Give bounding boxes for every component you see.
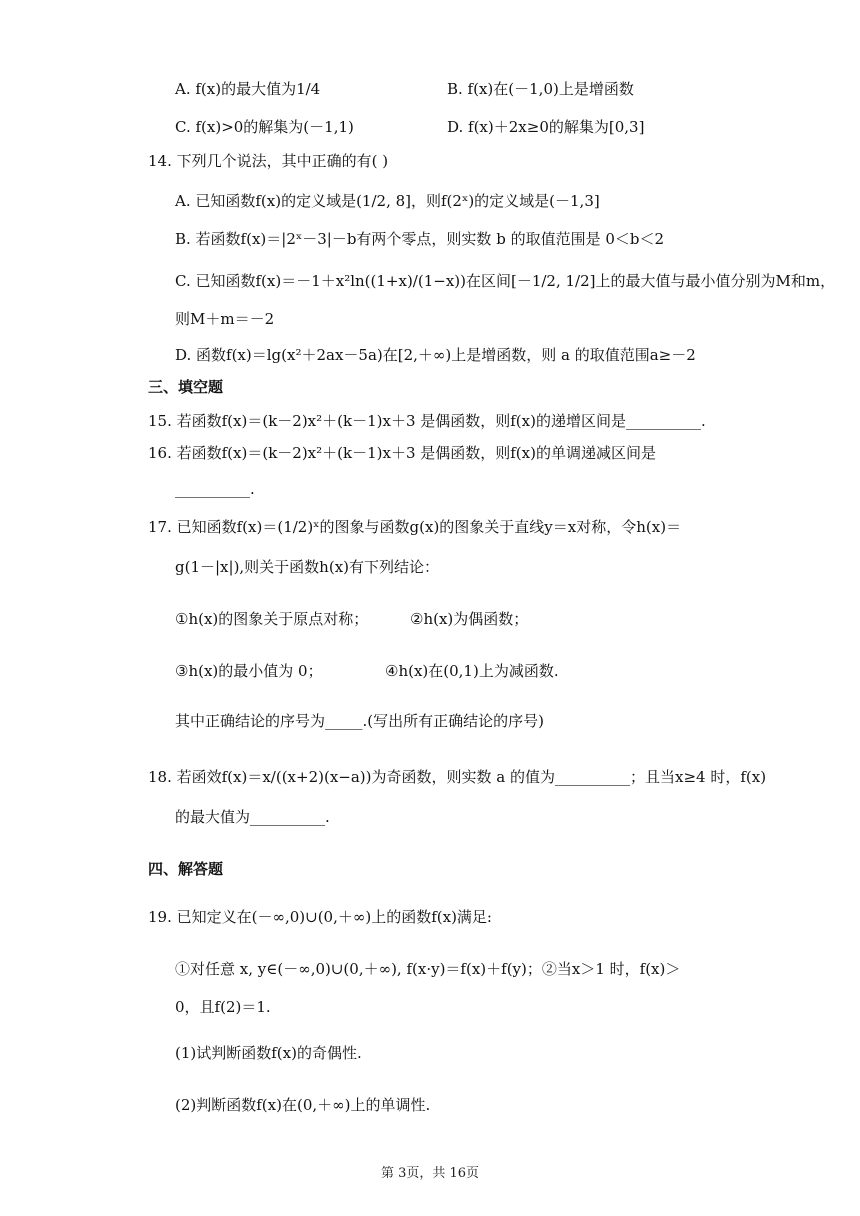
q17-conclusion-4: ④h(x)在(0,1)上为减函数. (385, 662, 559, 680)
q13-option-a: A. f(x)的最大值为1/4 (175, 80, 321, 98)
q19-part-1: (1)试判断函数f(x)的奇偶性. (175, 1044, 362, 1062)
q13-option-c: C. f(x)>0的解集为(－1,1) (175, 118, 354, 136)
q16-stem-line2: __________. (175, 480, 255, 498)
q17-ending: 其中正确结论的序号为_____.(写出所有正确结论的序号) (175, 712, 544, 730)
q16-stem-line1: 16. 若函数f(x)＝(k－2)x²＋(k－1)x＋3 是偶函数，则f(x)的单调递减区间是 (148, 444, 656, 462)
page-footer: 第 3页，共 16页 (380, 1166, 480, 1181)
q17-conclusion-2: ②h(x)为偶函数； (410, 610, 529, 628)
section-heading-fill-in: 三、填空题 (148, 378, 224, 396)
q14-option-c-line2: 则M＋m＝－2 (175, 310, 275, 328)
q17-conclusion-3: ③h(x)的最小值为 0； (175, 662, 323, 680)
q14-option-d: D. 函数f(x)＝lg(x²＋2ax－5a)在[2,＋∞)上是增函数，则 a 的取值范围a≥－2 (175, 346, 696, 364)
section-heading-solutions: 四、解答题 (148, 860, 224, 878)
q14-option-b: B. 若函数f(x)＝|2ˣ－3|－b有两个零点，则实数 b 的取值范围是 0＜b＜2 (175, 230, 665, 248)
q19-part-2: (2)判断函数f(x)在(0,＋∞)上的单调性. (175, 1096, 431, 1114)
q17-stem-line2: g(1－|x|),则关于函数h(x)有下列结论： (175, 558, 440, 576)
q19-condition-line1: ①对任意 x, y∈(－∞,0)∪(0,＋∞), f(x·y)＝f(x)＋f(y)；②当x＞1 时，f(x)＞ (175, 960, 681, 978)
q18-stem-line1: 18. 若函效f(x)＝x/((x+2)(x−a))为奇函数，则实数 a 的值为__________；且当x≥4 时，f(x) (148, 768, 767, 786)
q19-condition-line2: 0，且f(2)＝1. (175, 998, 271, 1016)
q17-conclusion-1: ①h(x)的图象关于原点对称； (175, 610, 369, 628)
q14-option-c-line1: C. 已知函数f(x)＝－1＋x²ln((1+x)/(1−x))在区间[－1/2, 1/2]上的最大值与最小值分别为M和m， (175, 272, 836, 290)
q15-stem: 15. 若函数f(x)＝(k－2)x²＋(k－1)x＋3 是偶函数，则f(x)的递增区间是__________. (148, 412, 706, 430)
q13-option-d: D. f(x)＋2x≥0的解集为[0,3] (447, 118, 645, 136)
q14-stem: 14. 下列几个说法，其中正确的有( ) (148, 152, 389, 170)
q17-stem-line1: 17. 已知函数f(x)＝(1/2)ˣ的图象与函数g(x)的图象关于直线y＝x对称，令h(x)＝ (148, 518, 682, 536)
q13-option-b: B. f(x)在(－1,0)上是增函数 (447, 80, 634, 98)
q14-option-a: A. 已知函数f(x)的定义域是(1/2, 8]，则f(2ˣ)的定义域是(－1,3] (175, 192, 600, 210)
q18-stem-line2: 的最大值为__________. (175, 808, 330, 826)
q19-stem: 19. 已知定义在(－∞,0)∪(0,＋∞)上的函数f(x)满足: (148, 908, 492, 926)
